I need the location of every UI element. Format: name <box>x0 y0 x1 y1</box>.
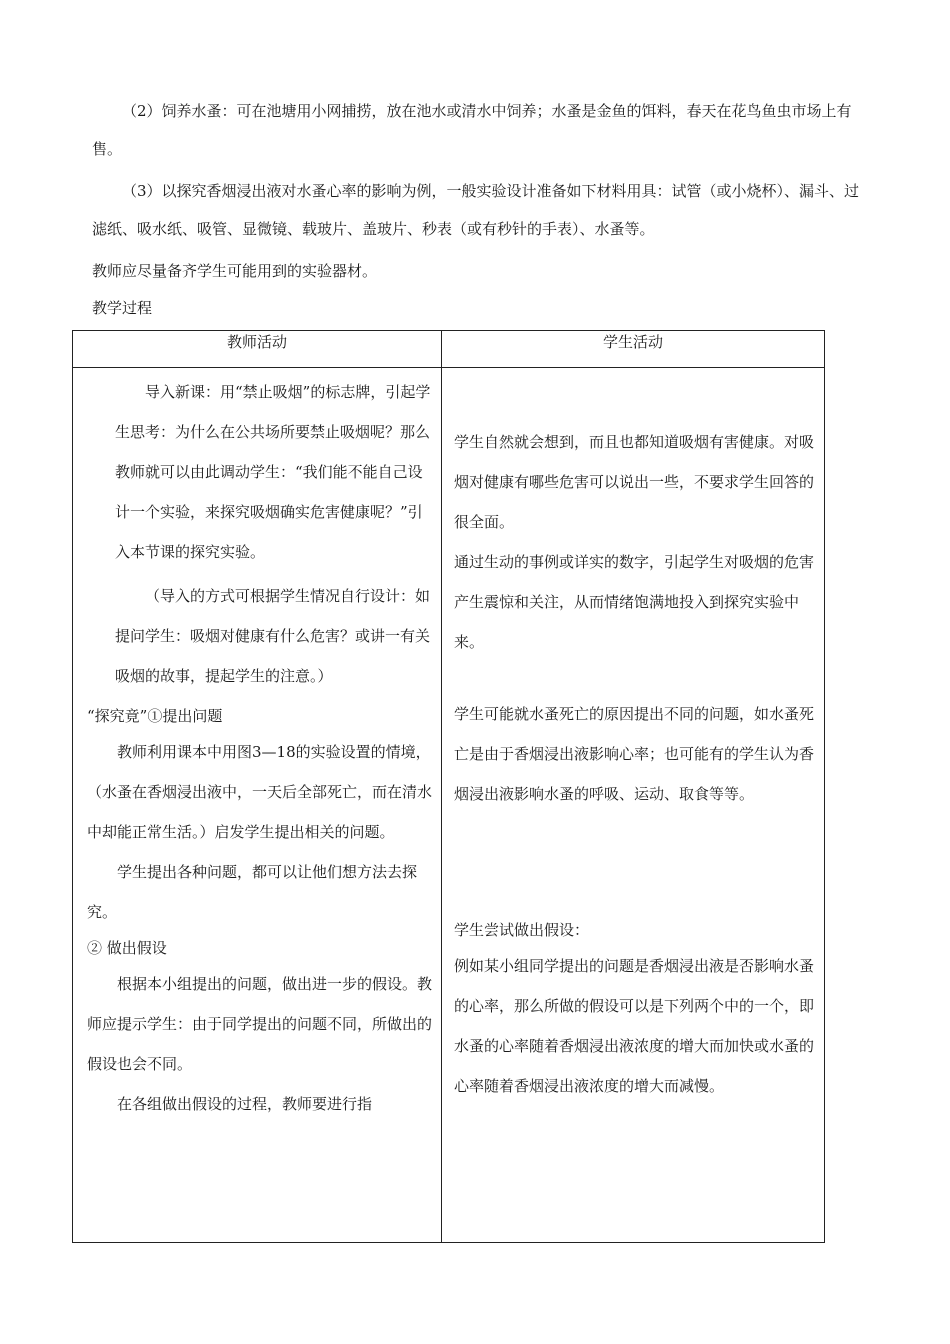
header-teacher-activity: 教师活动 <box>73 331 442 368</box>
student-response-2: 通过生动的事例或详实的数字，引起学生对吸烟的危害产生震惊和关注，从而情绪饱满地投入到探究实验中来。 <box>454 553 815 651</box>
paragraph-equipment-note: 教师应尽量备齐学生可能用到的实验器材。 <box>92 262 378 280</box>
section-title: 教学过程 <box>92 299 153 317</box>
hypothesis-paragraph-2: 在各组做出假设的过程，教师要进行指 <box>117 1095 373 1113</box>
table-header-row <box>73 331 825 368</box>
hypothesis-paragraph-1: 根据本小组提出的问题，做出进一步的假设。教师应提示学生：由于同学提出的问题不同，所做出的假设也会不同。 <box>87 975 433 1073</box>
header-student-activity: 学生活动 <box>442 331 825 368</box>
hypothesis-title: ② 做出假设 <box>87 939 167 957</box>
student-response-3: 学生可能就水蚤死亡的原因提出不同的问题，如水蚤死亡是由于香烟浸出液影响心率；也可能有的学生认为香烟浸出液影响水蚤的呼吸、运动、取食等等。 <box>454 705 815 803</box>
student-hypothesis-intro: 学生尝试做出假设： <box>454 921 590 939</box>
lesson-table <box>72 330 825 1243</box>
table-body-row <box>73 368 825 1243</box>
explore-paragraph-2: 学生提出各种问题，都可以让他们想方法去探究。 <box>87 863 418 921</box>
paragraph-materials: （3）以探究香烟浸出液对水蚤心率的影响为例，一般实验设计准备如下材料用具：试管（或小烧杯）、漏斗、过滤纸、吸水纸、吸管、显微镜、载玻片、盖玻片、秒表（或有秒针的手表）、水蚤等。 <box>92 182 860 238</box>
explore-paragraph-1: 教师利用课本中用图3—18的实验设置的情境，（水蚤在香烟浸出液中，一天后全部死亡，而在清水中却能正常生活。）启发学生提出相关的问题。 <box>87 743 433 841</box>
paragraph-feeding: （2）饲养水蚤：可在池塘用小网捕捞，放在池水或清水中饲养；水蚤是金鱼的饵料，春天在花鸟鱼虫市场上有售。 <box>92 102 852 158</box>
explore-title: “探究竟”①提出问题 <box>87 707 223 725</box>
teacher-intro: 导入新课：用“禁止吸烟”的标志牌，引起学生思考：为什么在公共场所要禁止吸烟呢？那么教师就可以由此调动学生：“我们能不能自己设计一个实验，来探究吸烟确实危害健康呢？”引入本节课的探究实验。 <box>115 383 431 561</box>
student-response-1: 学生自然就会想到，而且也都知道吸烟有害健康。对吸烟对健康有哪些危害可以说出一些，不要求学生回答的很全面。 <box>454 433 815 531</box>
student-hypothesis-example: 例如某小组同学提出的问题是香烟浸出液是否影响水蚤的心率，那么所做的假设可以是下列两个中的一个，即水蚤的心率随着香烟浸出液浓度的增大而加快或水蚤的心率随着香烟浸出液浓度的增大而减慢。 <box>454 957 815 1095</box>
teacher-intro-note: （导入的方式可根据学生情况自行设计：如提问学生：吸烟对健康有什么危害？或讲一有关吸烟的故事，提起学生的注意。） <box>115 587 431 685</box>
student-activity-cell <box>442 368 825 1243</box>
teacher-activity-cell <box>73 368 442 1243</box>
